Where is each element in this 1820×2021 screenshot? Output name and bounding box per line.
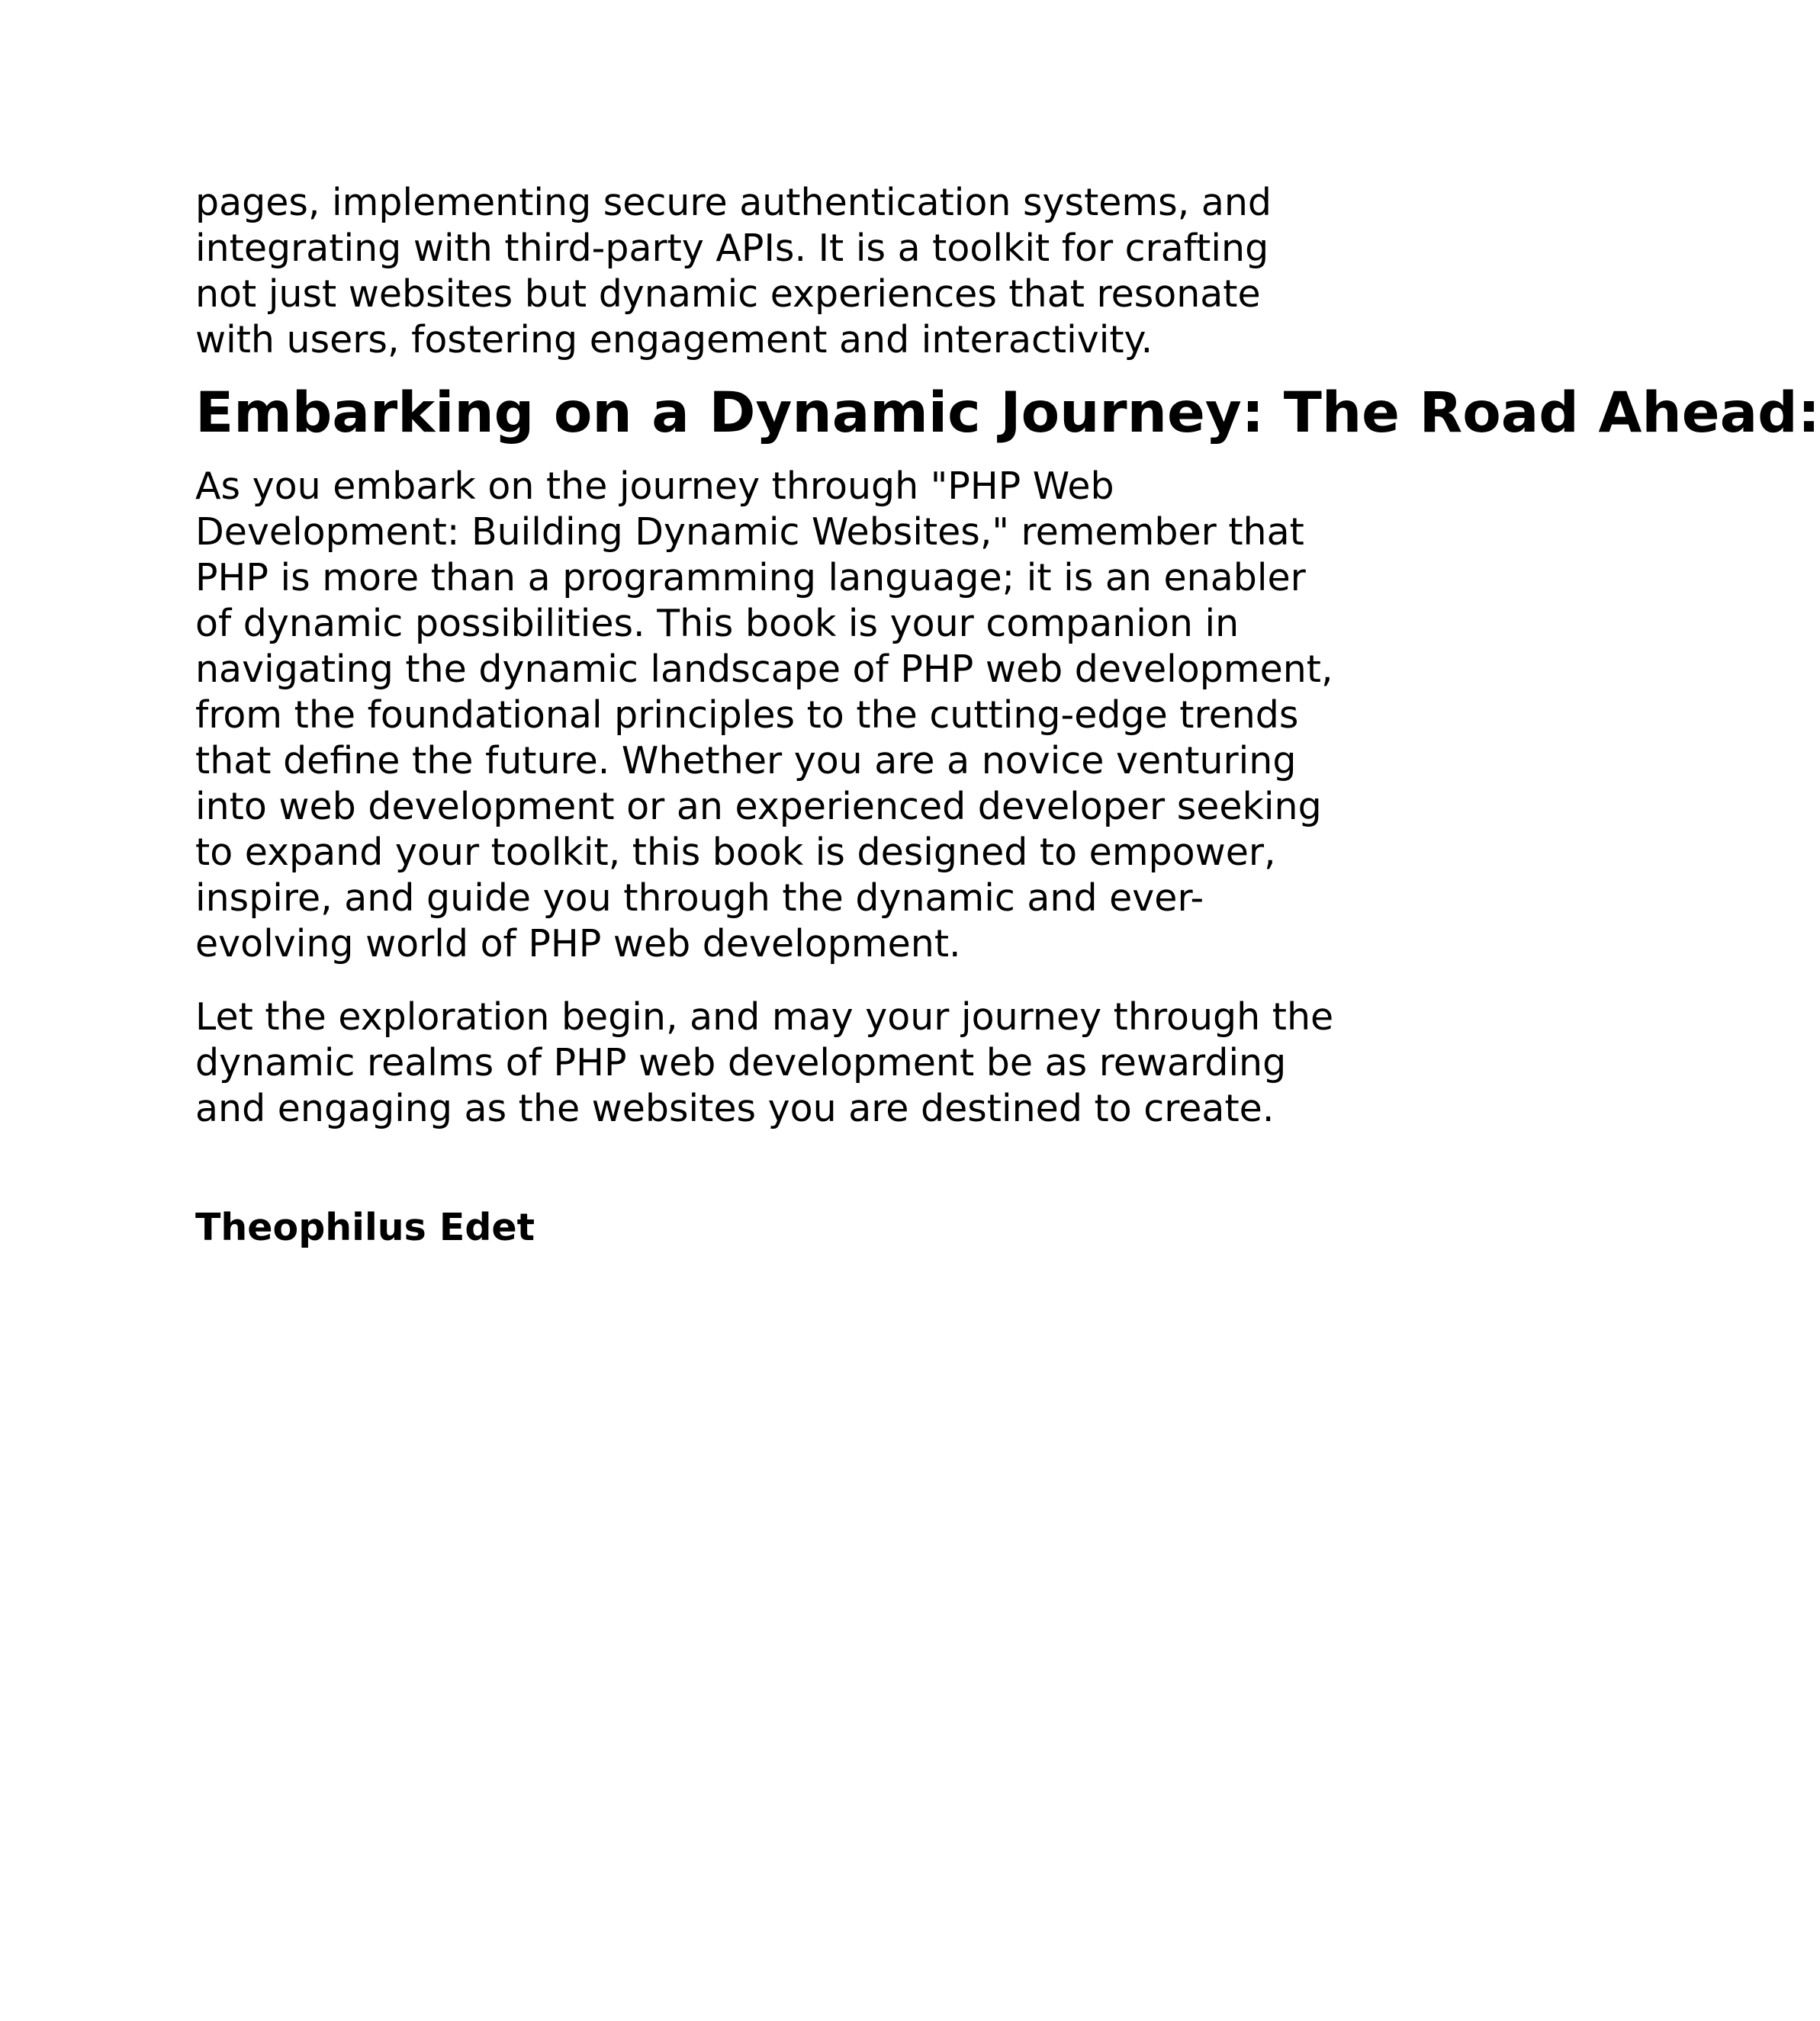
author-name: Theophilus Edet [195, 1206, 535, 1249]
spacer [195, 967, 1416, 994]
text-line: Development: Building Dynamic Websites," remember that [195, 510, 1304, 554]
text-line: of dynamic possibilities. This book is your companion in [195, 602, 1240, 645]
text-line: evolving world of PHP web development. [195, 922, 961, 966]
text-line: into web development or an experienced developer seeking [195, 785, 1322, 828]
section-heading [195, 381, 1820, 445]
text-line: with users, fostering engagement and interactivity. [195, 318, 1153, 361]
page-content [195, 180, 1820, 1251]
author-signature [195, 1205, 1416, 1251]
text-line: inspire, and guide you through the dynamic and ever- [195, 876, 1204, 920]
text-line: integrating with third-party APIs. It is a toolkit for crafting [195, 227, 1269, 270]
heading-text: Embarking on a Dynamic Journey: The Road Ahead: [195, 381, 1820, 445]
text-line: As you embark on the journey through "PHP Web [195, 464, 1114, 508]
text-line: Let the exploration begin, and may your journey through the [195, 995, 1334, 1039]
text-line: to expand your toolkit, this book is designed to empower, [195, 831, 1276, 874]
text-line: not just websites but dynamic experiences that resonate [195, 272, 1261, 316]
spacer [195, 1132, 1416, 1205]
text-line: and engaging as the websites you are destined to create. [195, 1087, 1275, 1130]
text-line: navigating the dynamic landscape of PHP web development, [195, 647, 1333, 691]
paragraph-3 [195, 994, 1416, 1132]
text-line: PHP is more than a programming language; it is an enabler [195, 556, 1306, 599]
text-line: dynamic realms of PHP web development be as rewarding [195, 1041, 1287, 1084]
text-line: from the foundational principles to the cutting-edge trends [195, 693, 1299, 737]
paragraph-2 [195, 464, 1416, 967]
text-line: that define the future. Whether you are a novice venturing [195, 739, 1297, 782]
paragraph-1 [195, 180, 1416, 363]
text-line: pages, implementing secure authentication systems, and [195, 181, 1272, 224]
